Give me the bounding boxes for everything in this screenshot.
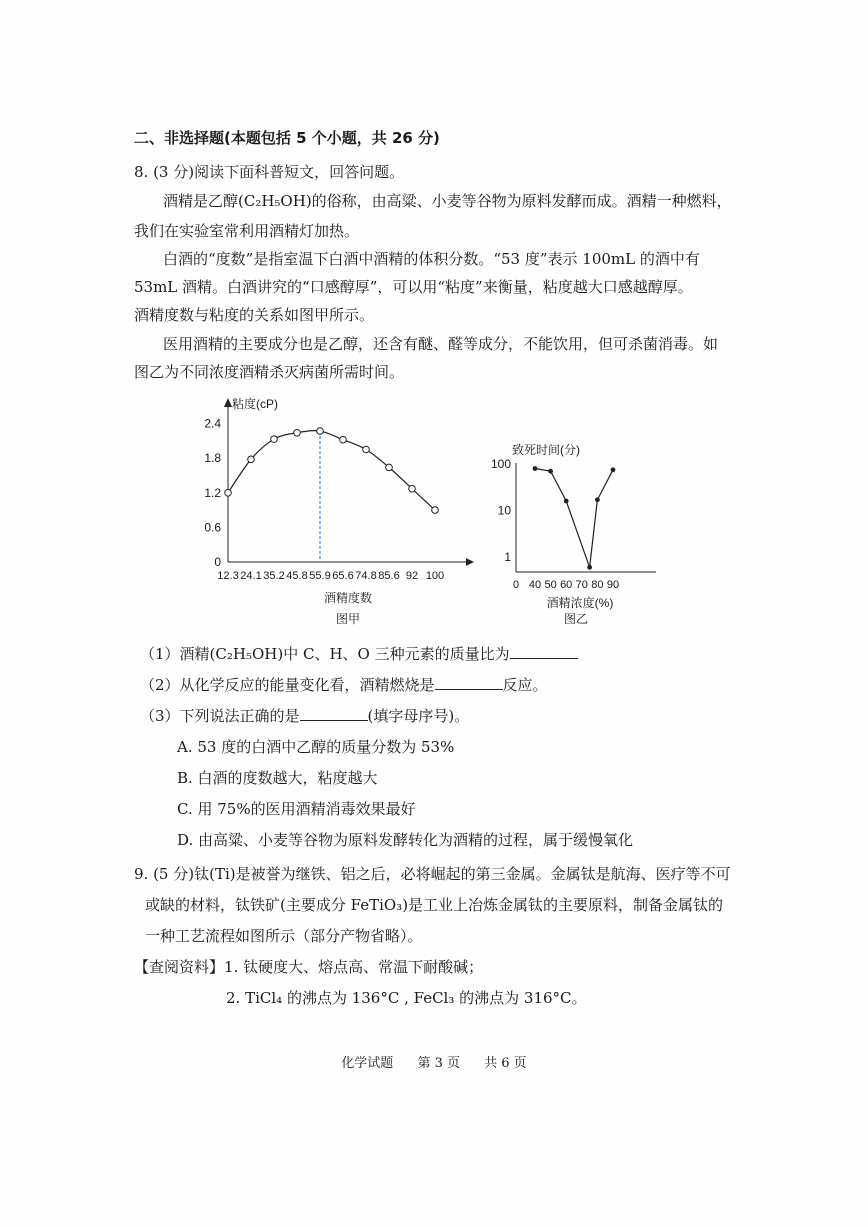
data-point [317, 428, 324, 435]
q8-sub2-text-b: 反应。 [502, 676, 548, 694]
y-tick-label: 1.8 [204, 451, 221, 466]
y-tick-label: 1 [504, 550, 511, 564]
q8-sub2 [140, 675, 548, 695]
footer-total: 共 6 页 [484, 1056, 527, 1071]
y-tick-label: 10 [497, 503, 511, 518]
q9-reference-2: 2. TiCl₄ 的沸点为 136°C , FeCl₃ 的沸点为 316°C。 [226, 989, 587, 1007]
x-tick-label: 55.9 [309, 570, 331, 582]
data-point [363, 446, 370, 453]
data-point [611, 467, 616, 472]
footer-page: 第 3 页 [417, 1056, 460, 1071]
x-tick-label: 92 [405, 570, 419, 582]
answer-blank-2[interactable] [435, 675, 503, 690]
q8-sub3-text-a: （3）下列说法正确的是 [140, 707, 300, 725]
q8-paragraph-2c: 酒精度数与粘度的关系如图甲所示。 [134, 306, 375, 324]
q8-sub3 [140, 706, 469, 726]
chart-caption: 图乙 [563, 612, 589, 626]
data-point [340, 436, 347, 443]
option-d: D. 由高粱、小麦等谷物为原料发酵转化为酒精的过程，属于缓慢氧化 [177, 831, 634, 849]
x-axis-arrow [466, 558, 474, 566]
data-point [386, 464, 393, 471]
data-point [432, 507, 439, 514]
y-tick-label: 0 [214, 555, 221, 569]
q9-line-2: 或缺的材料，钛铁矿(主要成分 FeTiO₃)是工业上冶炼金属钛的主要原料，制备金属钛的 [145, 896, 724, 914]
y-axis-arrow [224, 398, 232, 407]
data-point [548, 469, 553, 474]
q8-paragraph-1b: 我们在实验室常利用酒精灯加热。 [134, 222, 360, 240]
x-tick-label: 12.3 [217, 570, 239, 582]
kill-time-chart [480, 437, 670, 630]
data-point [533, 466, 538, 471]
x-axis-label: 酒精浓度(%) [546, 596, 614, 610]
x-tick-label: 50 [544, 579, 557, 591]
x-tick-label: 65.6 [332, 570, 354, 582]
data-point [595, 497, 600, 502]
data-point [564, 499, 569, 504]
x-tick-label: 60 [560, 579, 573, 591]
data-point [248, 456, 255, 463]
viscosity-chart [190, 390, 480, 630]
x-tick-label: 24.1 [240, 570, 262, 582]
data-point [587, 565, 592, 570]
y-axis-label: 粘度(cP) [232, 397, 278, 411]
x-tick-label: 90 [606, 579, 620, 591]
x-axis-label: 酒精度数 [323, 591, 373, 605]
q9-line-1: 9. (5 分)钛(Ti)是被誉为继铁、铝之后，必将崛起的第三金属。金属钛是航海、医疗等不可 [134, 865, 731, 883]
q8-paragraph-2a: 白酒的“度数”是指室温下白酒中酒精的体积分数。“53 度”表示 100mL 的酒中有 [163, 250, 700, 268]
y-tick-label: 100 [490, 457, 511, 471]
kill-time-line [535, 469, 613, 568]
y-tick-label: 0.6 [204, 520, 221, 535]
q9-line-3: 一种工艺流程如图所示（部分产物省略）。 [145, 927, 423, 945]
q8-paragraph-3b: 图乙为不同浓度酒精杀灭病菌所需时间。 [134, 363, 405, 381]
x-tick-label: 70 [575, 579, 588, 591]
q8-sub1 [140, 644, 578, 664]
q8-sub2-text-a: （2）从化学反应的能量变化看，酒精燃烧是 [140, 676, 435, 694]
x-tick-label: 85.6 [378, 570, 400, 582]
q8-intro: 8. (3 分)阅读下面科普短文，回答问题。 [134, 163, 405, 181]
data-point [409, 485, 416, 492]
data-point [225, 489, 232, 496]
x-tick-label: 40 [528, 579, 542, 591]
page-footer [0, 1052, 868, 1071]
y-axis-label: 致死时间(分) [512, 443, 580, 457]
x-tick-label: 45.8 [286, 570, 308, 582]
section-title: 二、非选择题(本题包括 5 个小题，共 26 分) [134, 129, 440, 147]
q9-reference-1: 【查阅资料】1. 钛硬度大、熔点高、常温下耐酸碱； [134, 958, 484, 976]
x-tick-label: 74.8 [355, 570, 377, 582]
answer-blank-1[interactable] [510, 644, 578, 659]
q8-paragraph-3a: 医用酒精的主要成分也是乙醇，还含有醚、醛等成分，不能饮用，但可杀菌消毒。如 [163, 335, 719, 353]
data-point [271, 436, 278, 443]
data-point [294, 429, 301, 436]
y-tick-label: 2.4 [204, 416, 221, 431]
x-tick-label: 0 [512, 579, 520, 591]
option-c: C. 用 75%的医用酒精消毒效果最好 [177, 800, 416, 818]
q8-sub3-text-b: (填字母序号)。 [367, 707, 470, 725]
q8-sub1-text: （1）酒精(C₂H₅OH)中 C、H、O 三种元素的质量比为 [140, 645, 510, 663]
viscosity-curve [228, 431, 435, 510]
y-tick-label: 1.2 [204, 485, 221, 500]
footer-subject: 化学试题 [341, 1056, 394, 1071]
q8-paragraph-1a: 酒精是乙醇(C₂H₅OH)的俗称，由高粱、小麦等谷物为原料发酵而成。酒精一种燃料， [163, 192, 732, 210]
answer-blank-3[interactable] [300, 706, 368, 721]
x-tick-label: 100 [425, 570, 445, 582]
q8-paragraph-2b: 53mL 酒精。白酒讲究的“口感醇厚”，可以用“粘度”来衡量，粘度越大口感越醇厚。 [134, 278, 693, 296]
option-a: A. 53 度的白酒中乙醇的质量分数为 53% [177, 738, 455, 756]
x-tick-label: 35.2 [263, 570, 285, 582]
option-b: B. 白酒的度数越大，粘度越大 [177, 769, 378, 787]
chart-caption: 图甲 [335, 612, 361, 626]
x-tick-label: 80 [591, 579, 604, 591]
